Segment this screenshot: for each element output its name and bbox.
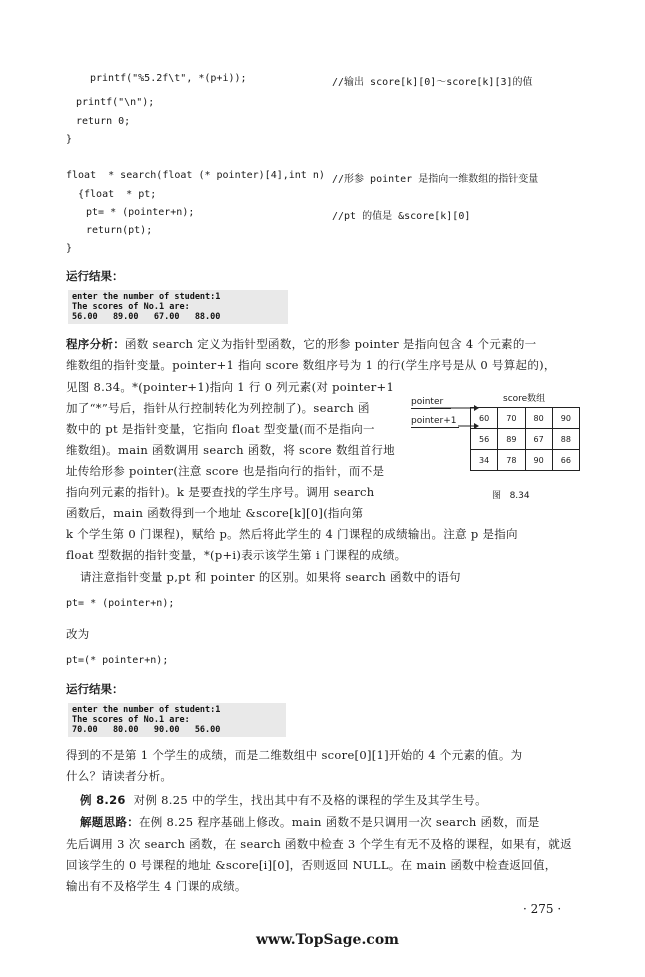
code-line: pt=(* pointer+n); [66,655,169,666]
code-line: printf("\n"); [76,97,155,108]
pointer-label: pointer [411,397,444,407]
solution-line: 解题思路：在例 8.25 程序基础上修改。main 函数不是只调用一次 search 函数，而是 [80,815,540,829]
grid-cell: 34 [471,450,498,471]
footer-url: www.TopSage.com [256,932,399,948]
solution-label: 解题思路： [80,815,139,829]
grid-cell: 90 [552,408,579,429]
grid-cell: 88 [552,429,579,450]
solution-line: 回该学生的 0 号课程的地址 &score[i][0]，否则返回 NULL。在 main 函数中检查返回值， [66,858,557,872]
terminal-line: The scores of No.1 are: [72,715,190,725]
code-line: pt= * (pointer+n); [86,207,195,218]
example-line: 例 8.26 对例 8.25 中的学生，找出其中有不及格的课程的学生及其学生号。 [80,793,487,807]
terminal-output [68,290,288,324]
terminal-line: The scores of No.1 are: [72,302,190,312]
grid-cell: 70 [498,408,525,429]
grid-cell: 67 [525,429,552,450]
code-line: return(pt); [86,225,153,236]
analysis-line: 维数组)。main 函数调用 search 函数，将 score 数组首行地 [66,443,395,457]
terminal-line: enter the number of student:1 [72,705,221,715]
figure-caption: 图 8.34 [492,491,530,501]
terminal-line: 56.00 89.00 67.00 88.00 [72,312,221,322]
note-line: 请注意指针变量 p,pt 和 pointer 的区别。如果将 search 函数中的语句 [80,570,461,584]
solution-line: 输出有不及格学生 4 门课的成绩。 [66,879,247,893]
analysis-line: 数中的 pt 是指针变量，它指向 float 型变量(而不是指向一 [66,422,375,436]
analysis-line: 程序分析：函数 search 定义为指针型函数，它的形参 pointer 是指向包含 4 个元素的一 [66,337,537,351]
analysis-line: 指向列元素的指针)。k 是要查找的学生序号。调用 search [66,485,375,499]
terminal-line: 70.00 80.00 90.00 56.00 [72,725,221,735]
terminal-output [68,703,286,737]
grid-cell: 89 [498,429,525,450]
grid-cell: 66 [552,450,579,471]
code-comment: //pt 的值是 &score[k][0] [332,211,471,222]
score-grid [470,407,580,471]
analysis-label: 程序分析： [66,337,125,351]
code-line: float * search(float (* pointer)[4],int n) [66,170,325,181]
grid-row [471,429,580,450]
run-result-label: 运行结果： [66,682,124,696]
pointer-plus-label: pointer+1 [411,416,457,426]
grid-row [471,450,580,471]
analysis-line: k 个学生第 0 门课程)，赋给 p。然后将此学生的 4 门课程的成绩输出。注意 p 是指向 [66,527,518,541]
analysis-line: 加了“*”号后，指针从行控制转化为列控制了)。search 函 [66,401,370,415]
grid-cell: 56 [471,429,498,450]
result-line: 什么？请读者分析。 [66,769,173,783]
grid-cell: 80 [525,408,552,429]
code-line: printf("%5.2f\t", *(p+i)); [90,73,247,84]
change-to-label: 改为 [66,627,90,641]
terminal-line: enter the number of student:1 [72,292,221,302]
grid-cell: 60 [471,408,498,429]
code-comment: //输出 score[k][0]～score[k][3]的值 [332,77,533,88]
grid-cell: 78 [498,450,525,471]
figure-title: score数组 [503,394,546,404]
code-line: {float * pt; [78,189,157,200]
analysis-line: 见图 8.34。*(pointer+1)指向 1 行 0 列元素(对 pointer+1 [66,380,395,394]
grid-cell: 90 [525,450,552,471]
solution-line: 先后调用 3 次 search 函数，在 search 函数中检查 3 个学生有无不及格的课程，如果有，就返 [66,837,572,851]
code-line: return 0; [76,116,131,127]
page-number: · 275 · [523,902,562,916]
run-result-label: 运行结果： [66,269,124,283]
grid-row [471,408,580,429]
analysis-line: 址传给形参 pointer(注意 score 也是指向行的指针，而不是 [66,464,385,478]
code-line: } [66,243,73,254]
analysis-line: 函数后，main 函数得到一个地址 &score[k][0](指向第 [66,506,364,520]
result-line: 得到的不是第 1 个学生的成绩，而是二维数组中 score[0][1]开始的 4 个元素的值。为 [66,748,523,762]
code-line: } [66,134,73,145]
example-label: 例 8.26 [80,793,126,807]
analysis-line: float 型数据的指针变量，*(p+i)表示该学生第 i 门课程的成绩。 [66,548,407,562]
pointer-plus-underline [411,427,459,428]
code-comment: //形参 pointer 是指向一维数组的指针变量 [332,174,539,185]
analysis-line: 维数组的指针变量。pointer+1 指向 score 数组序号为 1 的行(学生序号是从 0 号算起的)， [66,358,556,372]
code-line: pt= * (pointer+n); [66,598,175,609]
